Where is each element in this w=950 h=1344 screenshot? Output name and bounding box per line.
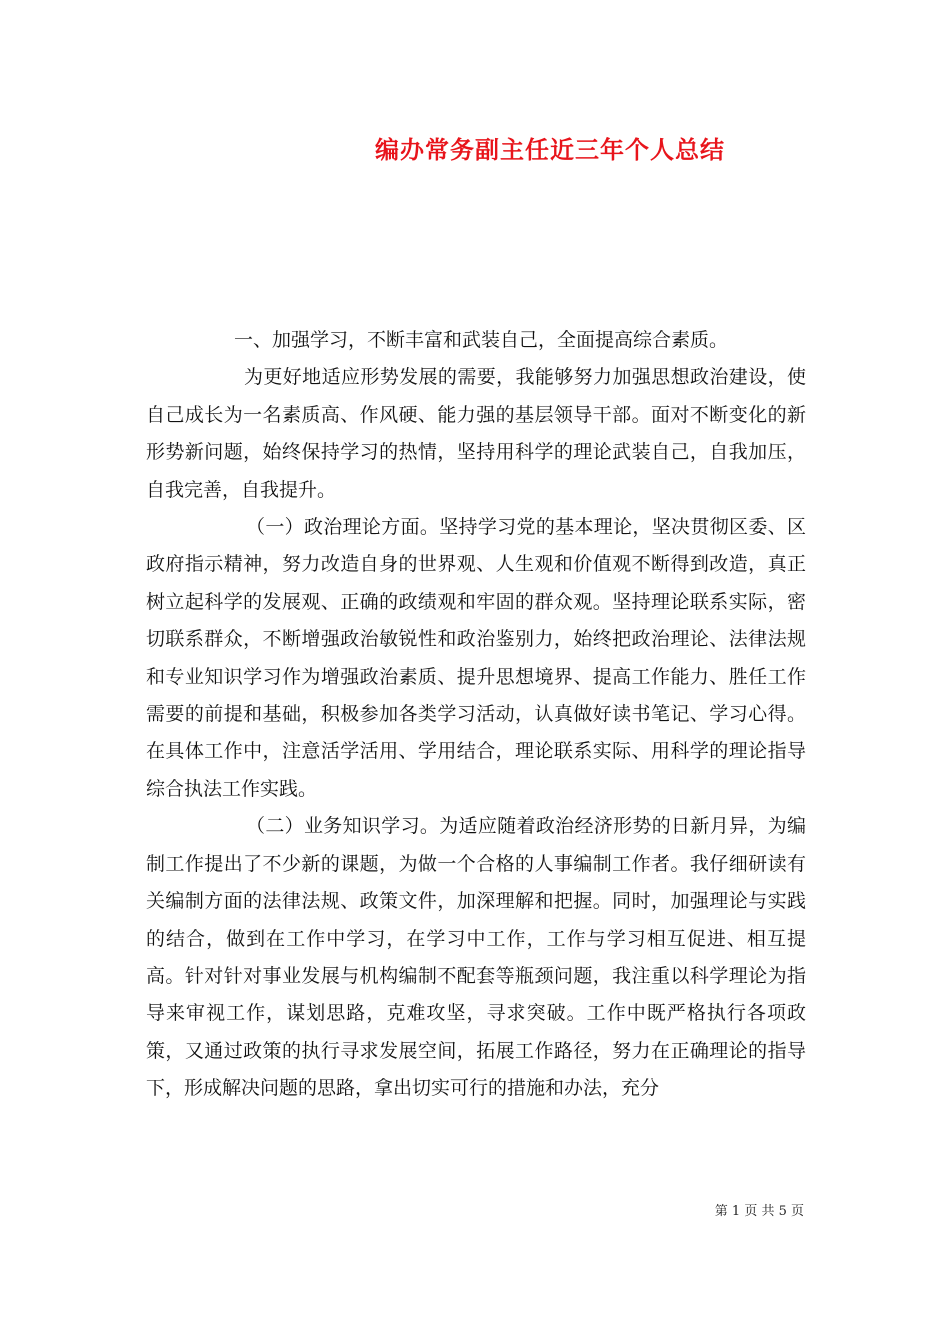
document-body <box>146 322 806 1108</box>
business-knowledge-paragraph: （二）业务知识学习。为适应随着政治经济形势的日新月异，为编制工作提出了不少新的课题，为做一个合格的人事编制工作者。我仔细研读有关编制方面的法律法规、政策文件，加深理解和把握。同时，加强理论与实践的结合，做到在工作中学习，在学习中工作，工作与学习相互促进、相互提高。针对针对事业发展与机构编制不配套等瓶颈问题，我注重以科学理论为指导来审视工作，谋划思路，克难攻坚，寻求突破。工作中既严格执行各项政策，又通过政策的执行寻求发展空间，拓展工作路径，努力在正确理论的指导下，形成解决问题的思路，拿出切实可行的措施和办法，充分 <box>146 815 806 1100</box>
page-number: 第 1 页 共 5 页 <box>714 1204 804 1219</box>
page-title: 编办常务副主任近三年个人总结 <box>375 135 725 164</box>
political-theory-paragraph: （一）政治理论方面。坚持学习党的基本理论，坚决贯彻区委、区政府指示精神，努力改造自身的世界观、人生观和价值观不断得到改造，真正树立起科学的发展观、正确的政绩观和牢固的群众观。坚持理论联系实际，密切联系群众，不断增强政治敏锐性和政治鉴别力，始终把政治理论、法律法规和专业知识学习作为增强政治素质、提升思想境界、提高工作能力、胜任工作需要的前提和基础，积极参加各类学习活动，认真做好读书笔记、学习心得。在具体工作中，注意活学活用、学用结合，理论联系实际、用科学的理论指导综合执法工作实践。 <box>146 516 806 800</box>
intro-paragraph: 为更好地适应形势发展的需要，我能够努力加强思想政治建设，使自己成长为一名素质高、作风硬、能力强的基层领导干部。面对不断变化的新形势新问题，始终保持学习的热情，坚持用科学的理论武装自己，自我加压，自我完善，自我提升。 <box>146 366 806 501</box>
section-heading: 一、加强学习，不断丰富和武装自己，全面提高综合素质。 <box>234 329 729 351</box>
